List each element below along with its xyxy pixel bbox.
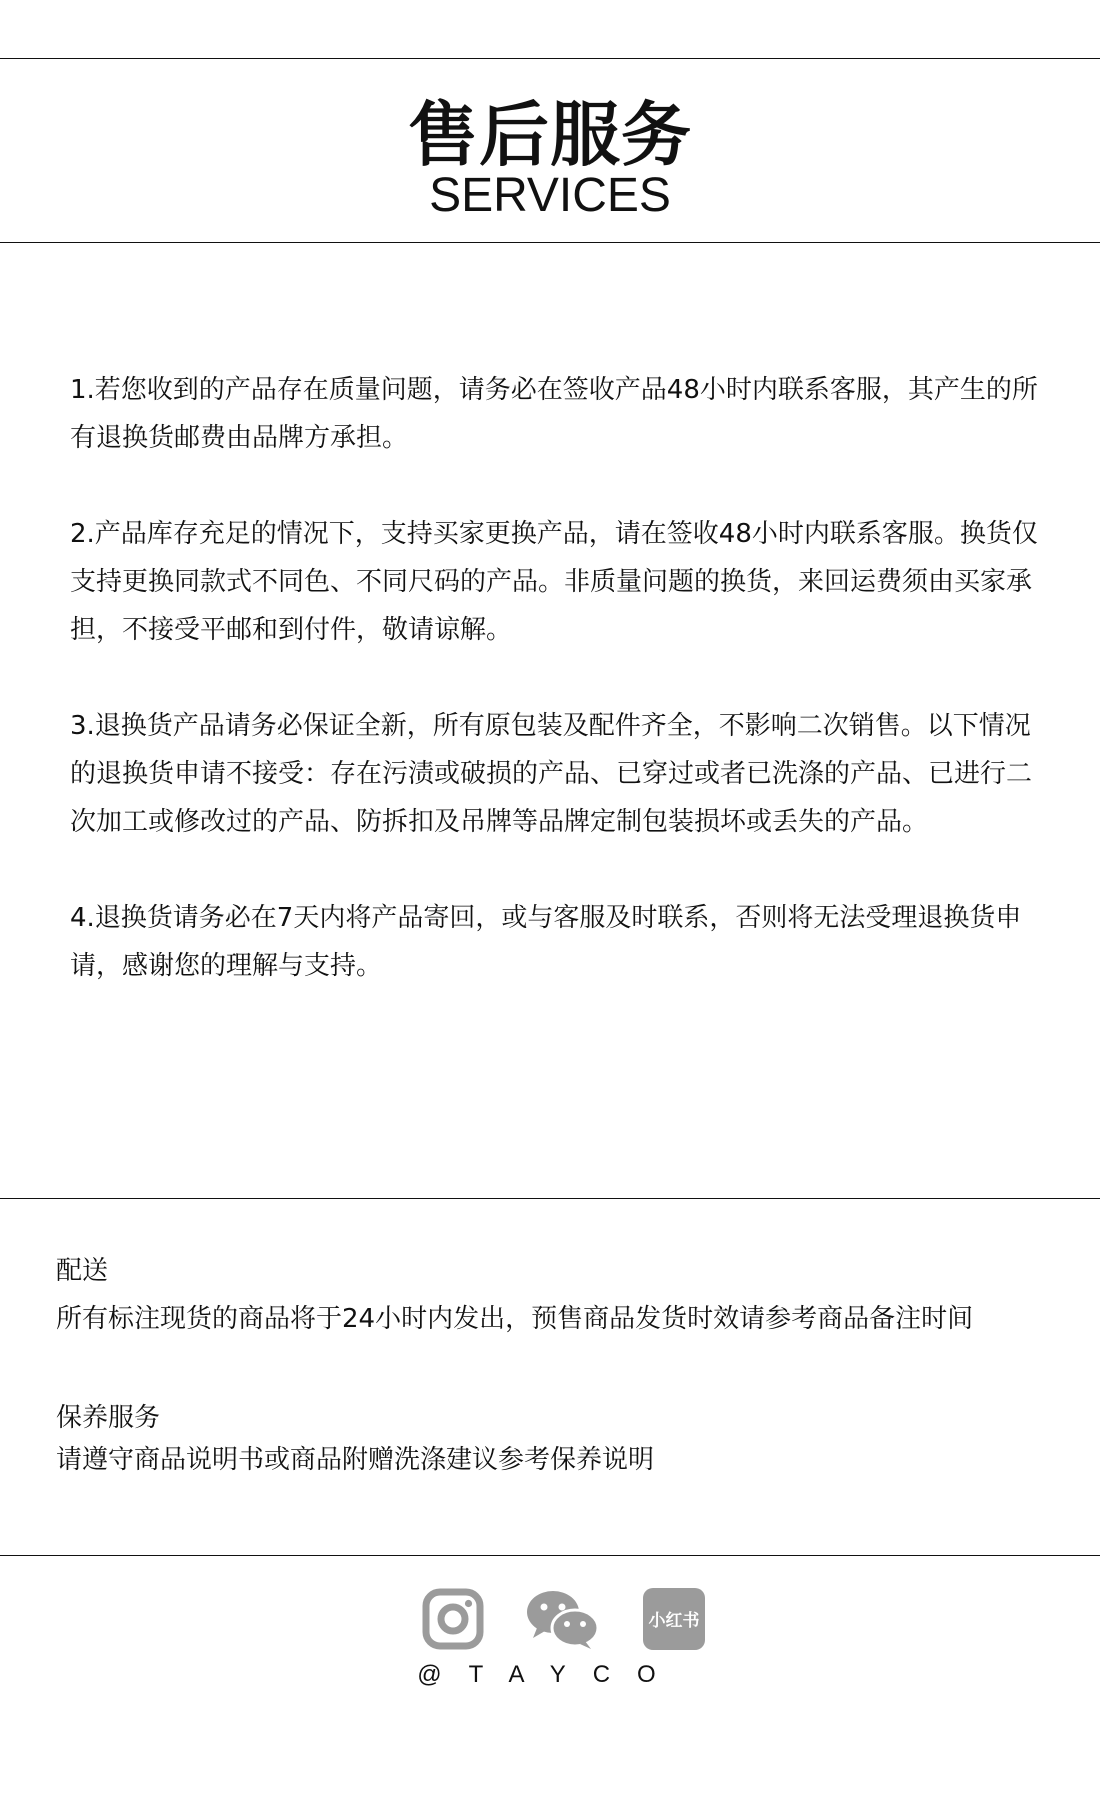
wechat-icon[interactable] — [525, 1588, 601, 1650]
instagram-icon[interactable] — [422, 1588, 484, 1650]
care-section — [56, 1397, 1066, 1481]
top-rule — [0, 58, 1100, 59]
policy-item-1: 1.若您收到的产品存在质量问题，请务必在签收产品48小时内联系客服，其产生的所有退换货邮费由品牌方承担。 — [70, 375, 1038, 453]
header-bottom-rule — [0, 242, 1100, 243]
delivery-heading: 配送 — [56, 1256, 109, 1286]
policy-item-3: 3.退换货产品请务必保证全新，所有原包装及配件齐全，不影响二次销售。以下情况的退换货申请不接受：存在污渍或破损的产品、已穿过或者已洗涤的产品、已进行二次加工或修改过的产品、防拆扣及吊牌等品牌定制包装损坏或丢失的产品。 — [70, 711, 1033, 837]
xiaohongshu-label: 小红书 — [648, 1611, 700, 1631]
page-subtitle: SERVICES — [429, 169, 671, 222]
brand-handle: @TAYCO — [417, 1661, 683, 1688]
social-icons — [0, 1588, 1100, 1650]
care-text: 请遵守商品说明书或商品附赠洗涤建议参考保养说明 — [56, 1445, 655, 1475]
policy-bottom-rule — [0, 1198, 1100, 1199]
page-title: 售后服务 — [408, 94, 692, 176]
policy-list — [70, 366, 1050, 1038]
care-heading: 保养服务 — [56, 1403, 161, 1433]
policy-item-2: 2.产品库存充足的情况下，支持买家更换产品，请在签收48小时内联系客服。换货仅支持更换同款式不同色、不同尺码的产品。非质量问题的换货，来回运费须由买家承担，不接受平邮和到付件，敬请谅解。 — [70, 519, 1038, 645]
delivery-section — [56, 1247, 1066, 1343]
footer-top-rule — [0, 1555, 1100, 1556]
xiaohongshu-icon[interactable] — [643, 1588, 705, 1650]
delivery-text: 所有标注现货的商品将于24小时内发出，预售商品发货时效请参考商品备注时间 — [56, 1304, 974, 1334]
policy-item-4: 4.退换货请务必在7天内将产品寄回，或与客服及时联系，否则将无法受理退换货申请，感谢您的理解与支持。 — [70, 903, 1022, 981]
